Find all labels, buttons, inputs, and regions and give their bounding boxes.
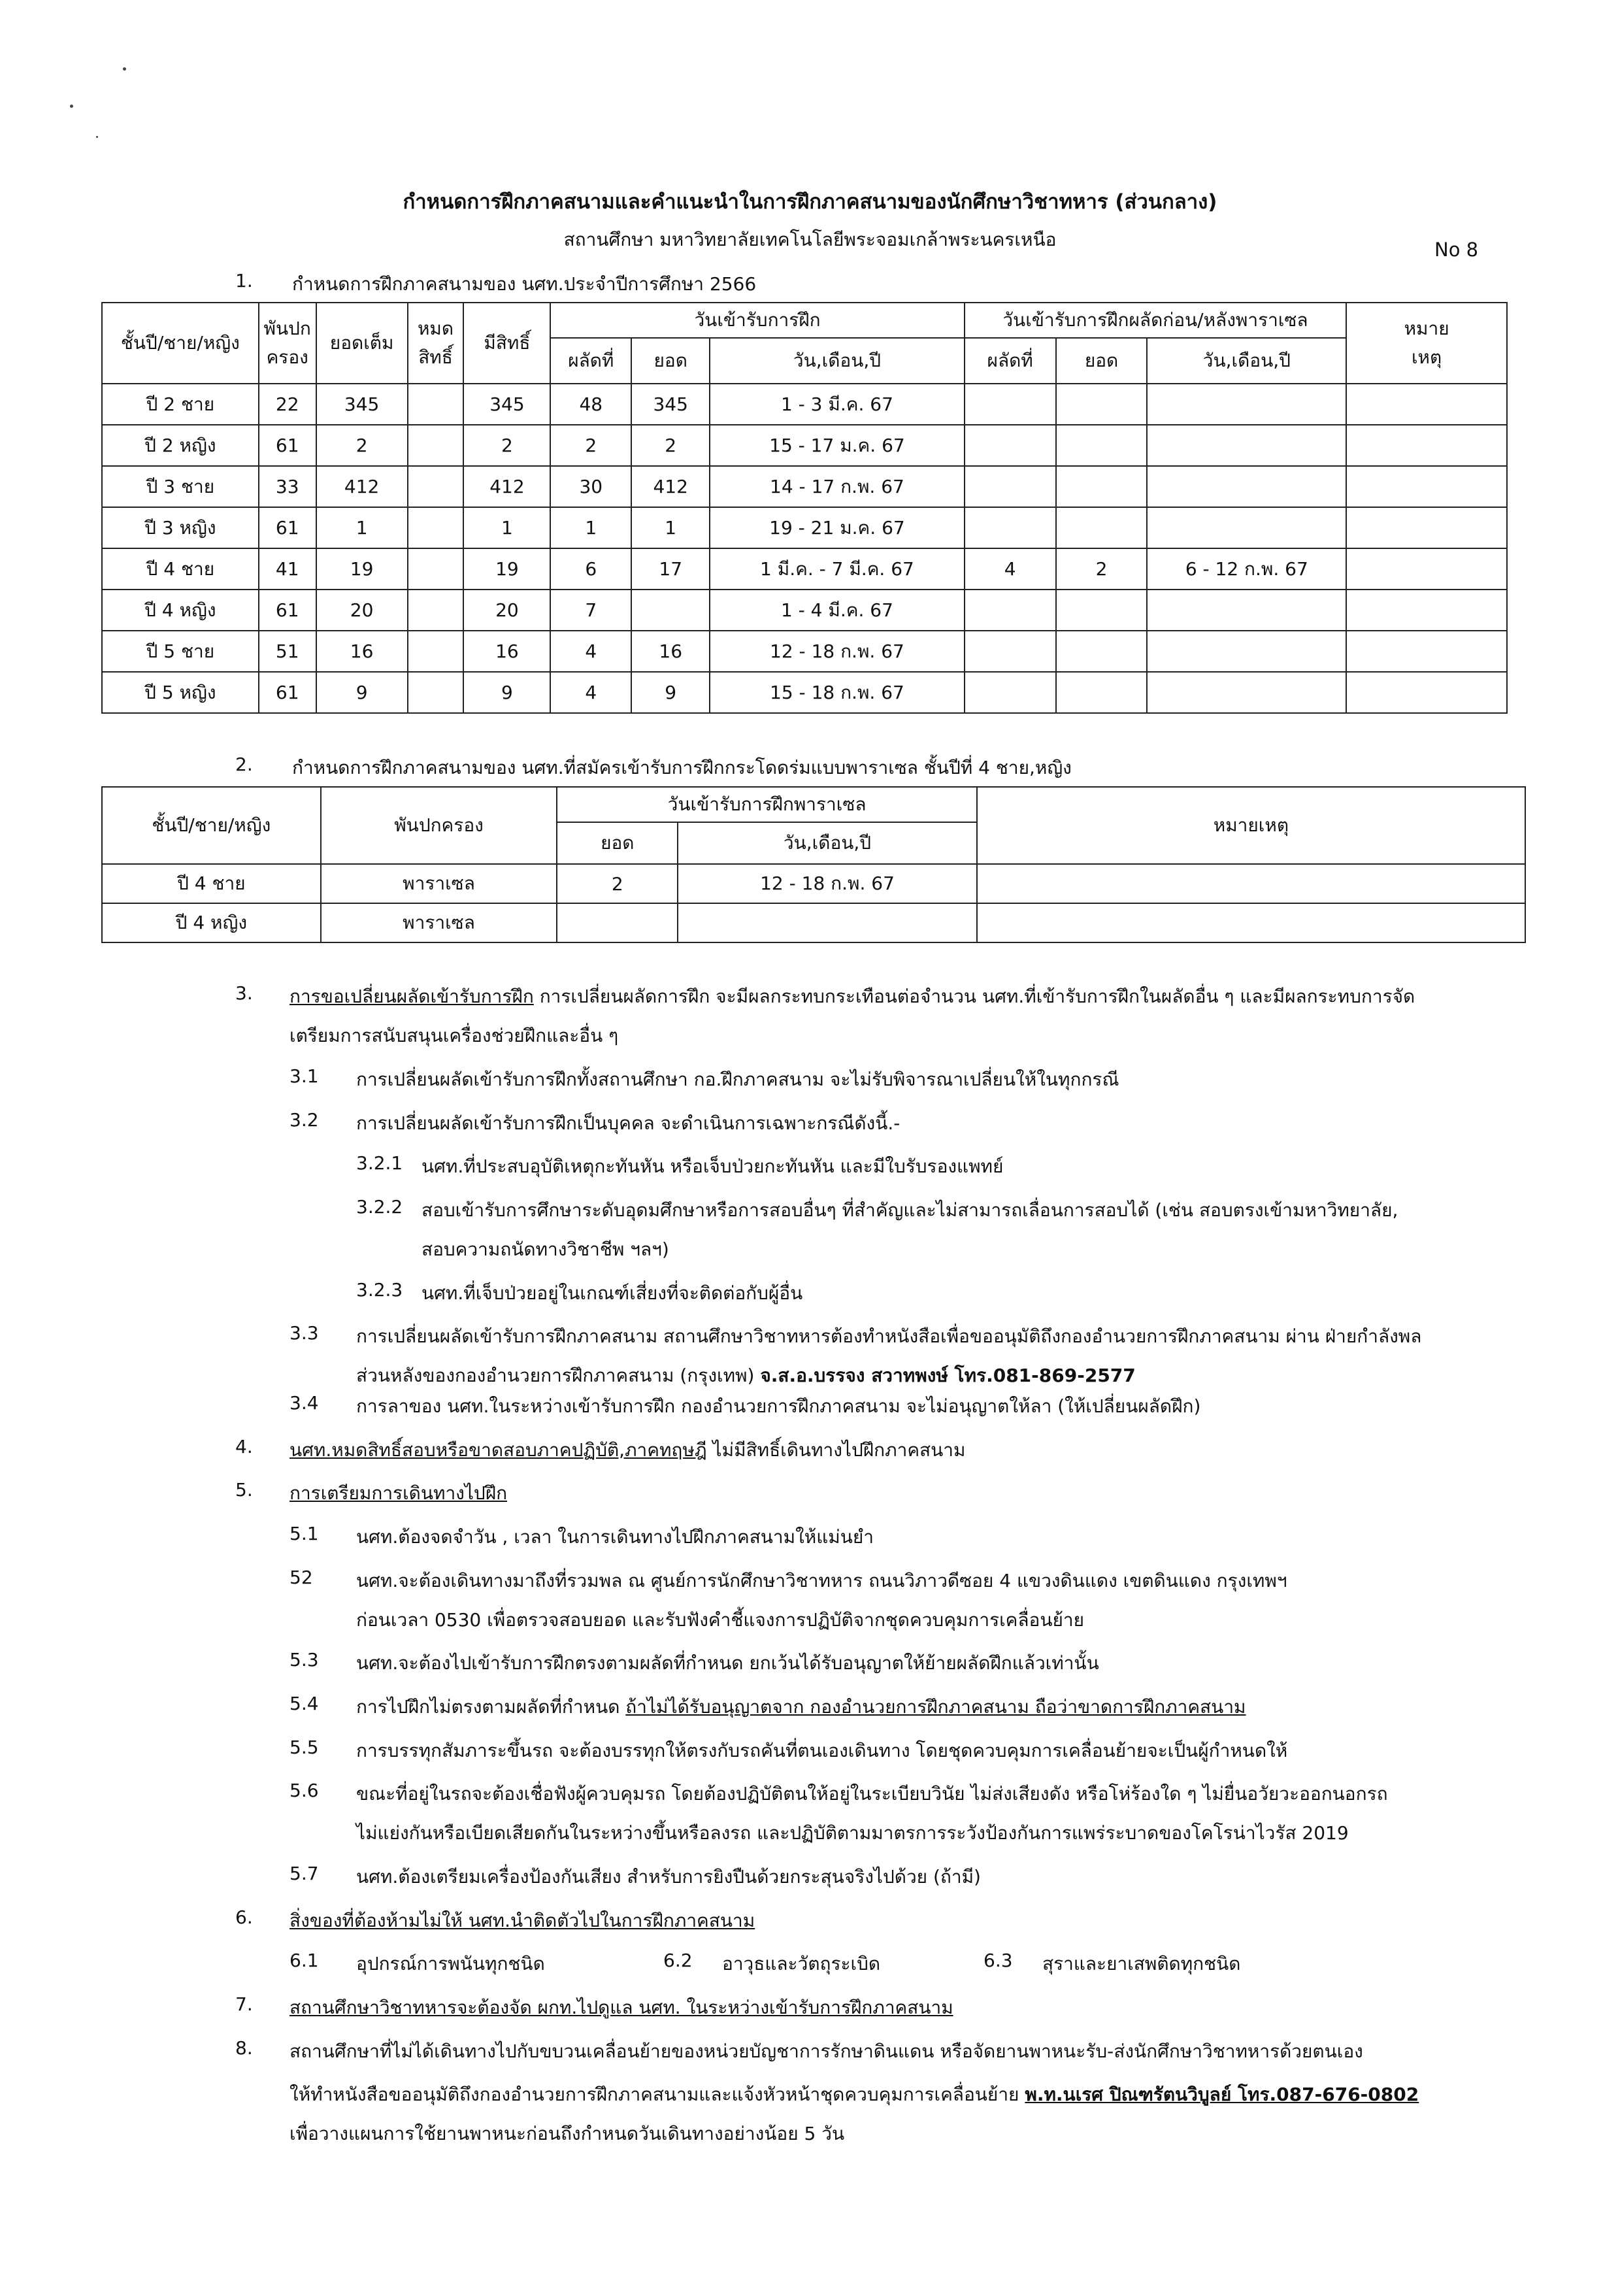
- table-row: ปี 4 หญิง พาราเซล: [102, 903, 1525, 942]
- item-5-2-number: 52: [289, 1567, 313, 1588]
- item-3-2-3-text: นศท.ที่เจ็บป่วยอยู่ในเกณฑ์เสี่ยงที่จะติดต่อกับผู้อื่น: [422, 1282, 803, 1304]
- header-guardian: พันปก ครอง: [259, 303, 316, 384]
- item-5-4-text: การไปฝึกไม่ตรงตามผลัดที่กำหนด ถ้าไม่ได้รับอนุญาตจาก กองอำนวยการฝึกภาคสนาม ถือว่าขาดการฝึกภาคสนาม: [356, 1696, 1246, 1718]
- item-3-1-number: 3.1: [289, 1065, 319, 1087]
- table-row: ปี 4 หญิง 61 20 20 7 1 - 4 มี.ค. 67: [102, 590, 1507, 631]
- section-6-heading: สิ่งของที่ต้องห้ามไม่ให้ นศท.นำติดตัวไปในการฝึกภาคสนาม: [289, 1910, 755, 1931]
- section-7-heading: สถานศึกษาวิชาทหารจะต้องจัด ผกท.ไปดูแล นศท. ในระหว่างเข้ารับการฝึกภาคสนาม: [289, 1997, 953, 2018]
- item-5-7-text: นศท.ต้องเตรียมเครื่องป้องกันเสียง สำหรับการยิงปืนด้วยกระสุนจริงไปด้วย (ถ้ามี): [356, 1866, 981, 1888]
- item-6-1-number: 6.1: [289, 1950, 319, 1971]
- section-8-text: สถานศึกษาที่ไม่ได้เดินทางไปกับขบวนเคลื่อนย้ายของหน่วยบัญชาการรักษาดินแดน หรือจัดยานพาหนะรับ-ส่งนักศึกษาวิชาทหารด้วยตนเอง: [289, 2040, 1363, 2062]
- item-5-3-number: 5.3: [289, 1649, 319, 1671]
- scan-speck: [96, 136, 98, 138]
- section-3-heading: การขอเปลี่ยนผลัดเข้ารับการฝึก: [289, 986, 534, 1007]
- header-class: ชั้นปี/ชาย/หญิง: [102, 303, 259, 384]
- contact-person-2: พ.ท.นเรศ ปิณฑรัตนวิบูลย์ โทร.087-676-0802: [1025, 2084, 1419, 2105]
- item-5-1-text: นศท.ต้องจดจำวัน , เวลา ในการเดินทางไปฝึกภาคสนามให้แม่นยำ: [356, 1526, 874, 1548]
- item-3-3-text: การเปลี่ยนผลัดเข้ารับการฝึกภาคสนาม สถานศึกษาวิชาทหารต้องทำหนังสือเพื่อขออนุมัติถึงกองอำนวยการฝึกภาคสนาม ผ่าน ฝ่ายกำลังพล: [356, 1325, 1422, 1347]
- item-3-4-text: การลาของ นศท.ในระหว่างเข้ารับการฝึก กองอำนวยการฝึกภาคสนาม จะไม่อนุญาตให้ลา (ให้เปลี่ยนผลัดฝึก): [356, 1395, 1201, 1417]
- table-row: ปี 3 ชาย 33 412 412 30 412 14 - 17 ก.พ. 67: [102, 466, 1507, 507]
- item-5-6-text: ขณะที่อยู่ในรถจะต้องเชื่อฟังผู้ควบคุมรถ โดยต้องปฏิบัติตนให้อยู่ในระเบียบวินัย ไม่ส่งเสียงดัง หรือโห่ร้องใด ๆ ไม่ยื่นอวัยวะออกนอกรถ: [356, 1783, 1388, 1805]
- item-3-2-3-number: 3.2.3: [356, 1279, 403, 1301]
- header-count: ยอด: [631, 338, 710, 384]
- section-4-heading: นศท.หมดสิทธิ์สอบหรือขาดสอบภาคปฏิบัติ,ภาคทฤษฎี: [289, 1439, 707, 1461]
- item-3-2-2-number: 3.2.2: [356, 1196, 403, 1218]
- item-5-7-number: 5.7: [289, 1863, 319, 1884]
- header-remark: หมาย เหตุ: [1346, 303, 1507, 384]
- item-6-3-number: 6.3: [984, 1950, 1013, 1971]
- item-3-1-text: การเปลี่ยนผลัดเข้ารับการฝึกทั้งสถานศึกษา กอ.ฝึกภาคสนาม จะไม่รับพิจารณาเปลี่ยนให้ในทุกกรณี: [356, 1069, 1119, 1090]
- header-pre-post-parasail: วันเข้ารับการฝึกผลัดก่อน/หลังพาราเซล: [965, 303, 1346, 338]
- training-schedule-table: [101, 302, 1508, 714]
- table-row: ปี 3 หญิง 61 1 1 1 1 19 - 21 ม.ค. 67: [102, 507, 1507, 548]
- header-lot: ผลัดที่: [550, 338, 631, 384]
- section-7-number: 7.: [235, 1993, 253, 2015]
- institution-line: สถานศึกษา มหาวิทยาลัยเทคโนโลยีพระจอมเกล้าพระนครเหนือ: [563, 229, 1057, 250]
- header-training-date: วันเข้ารับการฝึก: [550, 303, 964, 338]
- document-title: กำหนดการฝึกภาคสนามและคำแนะนำในการฝึกภาคสนามของนักศึกษาวิชาทหาร (ส่วนกลาง): [403, 190, 1217, 214]
- section-6-number: 6.: [235, 1906, 253, 1928]
- item-3-3-number: 3.3: [289, 1322, 319, 1344]
- item-5-5-text: การบรรทุกสัมภาระขึ้นรถ จะต้องบรรทุกให้ตรงกับรถคันที่ตนเองเดินทาง โดยชุดควบคุมการเคลื่อนย้ายจะเป็นผู้กำหนดให้: [356, 1740, 1288, 1761]
- item-5-2-text-cont: ก่อนเวลา 0530 เพื่อตรวจสอบยอด และรับฟังคำชี้แจงการปฏิบัติจากชุดควบคุมการเคลื่อนย้าย: [356, 1609, 1085, 1631]
- parasail-schedule-table: [101, 786, 1526, 943]
- document-number: No 8: [1434, 239, 1479, 261]
- header-eligible: มีสิทธิ์: [463, 303, 550, 384]
- item-5-2-text: นศท.จะต้องเดินทางมาถึงที่รวมพล ณ ศูนย์การนักศึกษาวิชาทหาร ถนนวิภาวดีซอย 4 แขวงดินแดง เขตดินแดง กรุงเทพฯ: [356, 1570, 1287, 1591]
- section-2-text: กำหนดการฝึกภาคสนามของ นศท.ที่สมัครเข้ารับการฝึกกระโดดร่มแบบพาราเซล ชั้นปีที่ 4 ชาย,หญิง: [292, 757, 1072, 778]
- header-lot-2: ผลัดที่: [965, 338, 1056, 384]
- item-3-3-text-cont: ส่วนหลังของกองอำนวยการฝึกภาคสนาม (กรุงเทพ) จ.ส.อ.บรรจง สวาทพงษ์ โทร.081-869-2577: [356, 1365, 1136, 1386]
- section-3-text-cont: เตรียมการสนับสนุนเครื่องช่วยฝึกและอื่น ๆ: [289, 1025, 619, 1046]
- item-5-6-text-cont: ไม่แย่งกันหรือเบียดเสียดกันในระหว่างขึ้นหรือลงรถ และปฏิบัติตามมาตรการระวังป้องกันการแพร่ระบาดของโคโรน่าไวรัส 2019: [356, 1822, 1349, 1844]
- header-guardian: พันปกครอง: [321, 787, 557, 864]
- item-5-4-number: 5.4: [289, 1693, 319, 1714]
- item-5-4-warning: ถ้าไม่ได้รับอนุญาตจาก กองอำนวยการฝึกภาคสนาม ถือว่าขาดการฝึกภาคสนาม: [625, 1696, 1246, 1718]
- scan-speck: [70, 105, 73, 108]
- header-remark: หมายเหตุ: [977, 787, 1525, 864]
- section-8-text-end: เพื่อวางแผนการใช้ยานพาหนะก่อนถึงกำหนดวันเดินทางอย่างน้อย 5 วัน: [289, 2123, 845, 2144]
- item-3-2-1-text: นศท.ที่ประสบอุบัติเหตุกะทันหัน หรือเจ็บป่วยกะทันหัน และมีใบรับรองแพทย์: [422, 1156, 1004, 1177]
- table-row: ปี 5 หญิง 61 9 9 4 9 15 - 18 ก.พ. 67: [102, 672, 1507, 713]
- section-2-number: 2.: [235, 754, 253, 775]
- section-8-number: 8.: [235, 2037, 253, 2059]
- item-5-3-text: นศท.จะต้องไปเข้ารับการฝึกตรงตามผลัดที่กำหนด ยกเว้นได้รับอนุญาตให้ย้ายผลัดฝึกแล้วเท่านั้น: [356, 1652, 1099, 1674]
- header-count: ยอด: [557, 822, 678, 864]
- item-5-1-number: 5.1: [289, 1523, 319, 1544]
- item-5-5-number: 5.5: [289, 1737, 319, 1758]
- item-3-2-2-text: สอบเข้ารับการศึกษาระดับอุดมศึกษาหรือการสอบอื่นๆ ที่สำคัญและไม่สามารถเลื่อนการสอบได้ (เช่น สอบตรงเข้ามหาวิทยาลัย,: [422, 1199, 1398, 1221]
- header-lost-rights: หมด สิทธิ์: [408, 303, 464, 384]
- section-5-number: 5.: [235, 1479, 253, 1501]
- table-row: ปี 4 ชาย 41 19 19 6 17 1 มี.ค. - 7 มี.ค. 67 4 2 6 - 12 ก.พ. 67: [102, 548, 1507, 590]
- header-date-2: วัน,เดือน,ปี: [1147, 338, 1346, 384]
- section-3-paragraph: การขอเปลี่ยนผลัดเข้ารับการฝึก การเปลี่ยนผลัดการฝึก จะมีผลกระทบกระเทือนต่อจำนวน นศท.ที่เข้ารับการฝึกในผลัดอื่น ๆ และมีผลกระทบการจัด: [289, 986, 1415, 1007]
- header-date: วัน,เดือน,ปี: [678, 822, 977, 864]
- item-6-1-text: อุปกรณ์การพนันทุกชนิด: [356, 1953, 545, 1974]
- item-3-2-number: 3.2: [289, 1109, 319, 1131]
- table-row: ปี 2 หญิง 61 2 2 2 2 15 - 17 ม.ค. 67: [102, 425, 1507, 466]
- contact-person-1: จ.ส.อ.บรรจง สวาทพงษ์ โทร.081-869-2577: [760, 1365, 1136, 1386]
- table-row: ปี 5 ชาย 51 16 16 4 16 12 - 18 ก.พ. 67: [102, 631, 1507, 672]
- section-4-paragraph: นศท.หมดสิทธิ์สอบหรือขาดสอบภาคปฏิบัติ,ภาคทฤษฎี ไม่มีสิทธิ์เดินทางไปฝึกภาคสนาม: [289, 1439, 966, 1461]
- item-3-2-1-number: 3.2.1: [356, 1152, 403, 1174]
- scan-speck: [123, 67, 126, 71]
- item-5-6-number: 5.6: [289, 1780, 319, 1801]
- item-6-2-number: 6.2: [663, 1950, 693, 1971]
- table-row: ปี 2 ชาย 22 345 345 48 345 1 - 3 มี.ค. 67: [102, 384, 1507, 425]
- item-3-2-text: การเปลี่ยนผลัดเข้ารับการฝึกเป็นบุคคล จะดำเนินการเฉพาะกรณีดังนี้.-: [356, 1112, 901, 1134]
- section-1-text: กำหนดการฝึกภาคสนามของ นศท.ประจำปีการศึกษา 2566: [292, 273, 757, 295]
- item-3-2-2-text-cont: สอบความถนัดทางวิชาชีพ ฯลฯ): [422, 1239, 669, 1260]
- header-full-count: ยอดเต็ม: [316, 303, 408, 384]
- header-parasail-date: วันเข้ารับการฝึกพาราเซล: [557, 787, 976, 822]
- section-3-number: 3.: [235, 982, 253, 1004]
- item-3-4-number: 3.4: [289, 1392, 319, 1414]
- header-class: ชั้นปี/ชาย/หญิง: [102, 787, 321, 864]
- table-row: ปี 4 ชาย พาราเซล 2 12 - 18 ก.พ. 67: [102, 864, 1525, 903]
- section-4-number: 4.: [235, 1436, 253, 1457]
- section-1-number: 1.: [235, 270, 253, 291]
- header-count-2: ยอด: [1056, 338, 1148, 384]
- item-6-3-text: สุราและยาเสพติดทุกชนิด: [1042, 1953, 1241, 1974]
- section-8-text-cont: ให้ทำหนังสือขออนุมัติถึงกองอำนวยการฝึกภาคสนามและแจ้งหัวหน้าชุดควบคุมการเคลื่อนย้าย พ.ท.นเรศ ปิณฑรัตนวิบูลย์ โทร.087-676-0802: [289, 2084, 1419, 2105]
- item-6-2-text: อาวุธและวัตถุระเบิด: [722, 1953, 881, 1974]
- header-date: วัน,เดือน,ปี: [710, 338, 965, 384]
- section-5-heading: การเตรียมการเดินทางไปฝึก: [289, 1482, 508, 1504]
